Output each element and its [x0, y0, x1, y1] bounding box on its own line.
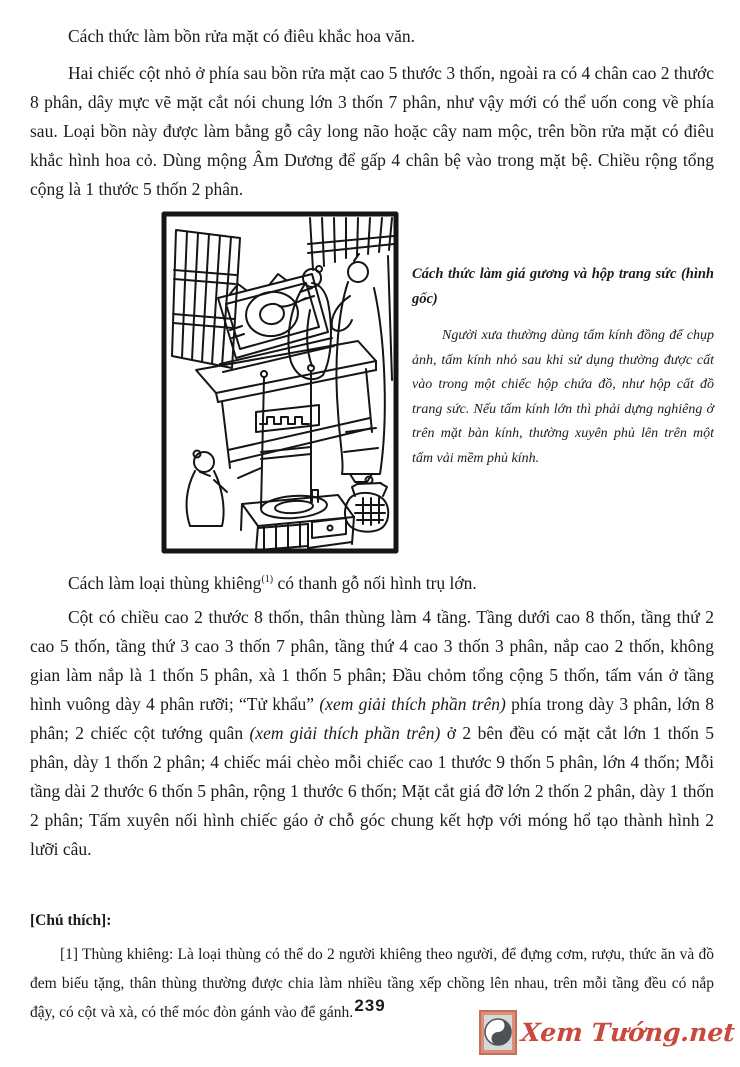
servant-child-figure	[187, 451, 227, 527]
leaning-woman-figure	[279, 266, 331, 379]
footnote-heading: [Chú thích]:	[30, 912, 112, 929]
paragraph-carry-box-intro	[30, 569, 714, 598]
woven-basket	[345, 477, 388, 532]
carry-box-intro-tail: có thanh gỗ nối hình trụ lớn.	[273, 573, 477, 593]
woodcut-illustration	[160, 210, 400, 555]
page-content	[30, 22, 714, 1027]
footnote-item-1: [1] Thùng khiêng: Là loại thùng có thể do 2 người khiêng theo người, để đựng cơm, rượu, thức ăn và đồ đem biếu tặng, thân thùng thường được chia làm nhiều tầng xếp chồng lên nhau, trên mỗi tầng đều có nắp đậy, có cột và xà, có thể móc đòn gánh vào để gánh.	[30, 946, 714, 1021]
xemtuong-logo-text[interactable]: Xem Tướng.net	[520, 1018, 737, 1047]
paragraph-carry-box-details: Cột có chiều cao 2 thước 8 thốn, thân thùng làm 4 tầng. Tầng dưới cao 8 thốn, tầng thứ 2 cao 5 thốn, tầng thứ 3 cao 3 thốn 7 phân, tầng thứ 4 cao 3 thốn 3 phân, nắp cao 2 thốn, không gian làm nắp là 1 thốn 5 phân, xà 1 thốn 5 phân; Đầu chỏm tổng cộng 5 thốn, tấm ván ở tầng hình vuông dày 4 phân rưỡi; “Tử khẩu” (xem giải thích phần trên) phía trong dày 3 phân, lớn 8 phân; 2 chiếc cột tướng quân (xem giải thích phần trên) ở 2 bên đều có mặt cắt lớn 1 thốn 5 phân, dày 1 thốn 2 phân; 4 chiếc mái chèo mỗi chiếc cao 1 thước 9 thốn 5 phân, lớn 4 thốn; Mỗi tầng dài 2 thước 6 thốn 5 phân, rộng 1 thước 6 thốn; Mặt cắt giá đỡ lớn 2 thốn 2 phân, dày 1 thốn 2 phân; Tấm xuyên nối hình chiếc gáo ở chỗ góc chung kết hợp với móng hổ tạo thành hình 2 lưỡi câu.	[30, 607, 715, 859]
figure-section	[30, 210, 714, 555]
carry-box-intro-text: Cách làm loại thùng khiêng	[68, 573, 262, 593]
mirror-stand-scene-drawing	[160, 210, 400, 555]
figure-caption	[412, 210, 714, 555]
figure-caption-title: Cách thức làm giá gương và hộp trang sức (hình gốc)	[412, 266, 714, 307]
figure-caption-body: Người xưa thường dùng tấm kính đồng để chụp ảnh, tấm kính nhỏ sau khi sử dụng thường được cất vào trong một chiếc hộp chứa đồ, như hộp cất đồ trang sức. Nếu tấm kính lớn thì phải dựng nghiêng ở trên mặt bàn kính, thường xuyên phủ lên trên một tấm vải mềm phủ kính.	[412, 328, 714, 466]
paragraph-washstand-details: Hai chiếc cột nhỏ ở phía sau bồn rửa mặt cao 5 thước 3 thốn, ngoài ra có 4 chân cao 2 thước 8 phân, dây mực vẽ mặt cắt nói chung lớn 3 thốn 7 phân, như vậy mới có thể uốn cong về phía sau. Loại bồn này được làm bằng gỗ cây long não hoặc cây nam mộc, trên bồn rửa mặt có điêu khắc hình hoa cỏ. Dùng mộng Âm Dương để gấp 4 chân bệ vào trong mặt bệ. Chiều rộng tổng cộng là 1 thước 5 thốn 2 phân.	[30, 63, 714, 199]
paragraph-intro-washstand: Cách thức làm bồn rửa mặt có điêu khắc hoa văn.	[68, 26, 415, 46]
basin-stand	[241, 490, 354, 551]
footnote-reference-mark: (1)	[261, 574, 274, 586]
xemtuong-logo[interactable]	[479, 1010, 735, 1055]
page-number: 239	[354, 996, 386, 1015]
yin-yang-icon	[479, 1010, 517, 1055]
lattice-window-left	[172, 230, 240, 368]
